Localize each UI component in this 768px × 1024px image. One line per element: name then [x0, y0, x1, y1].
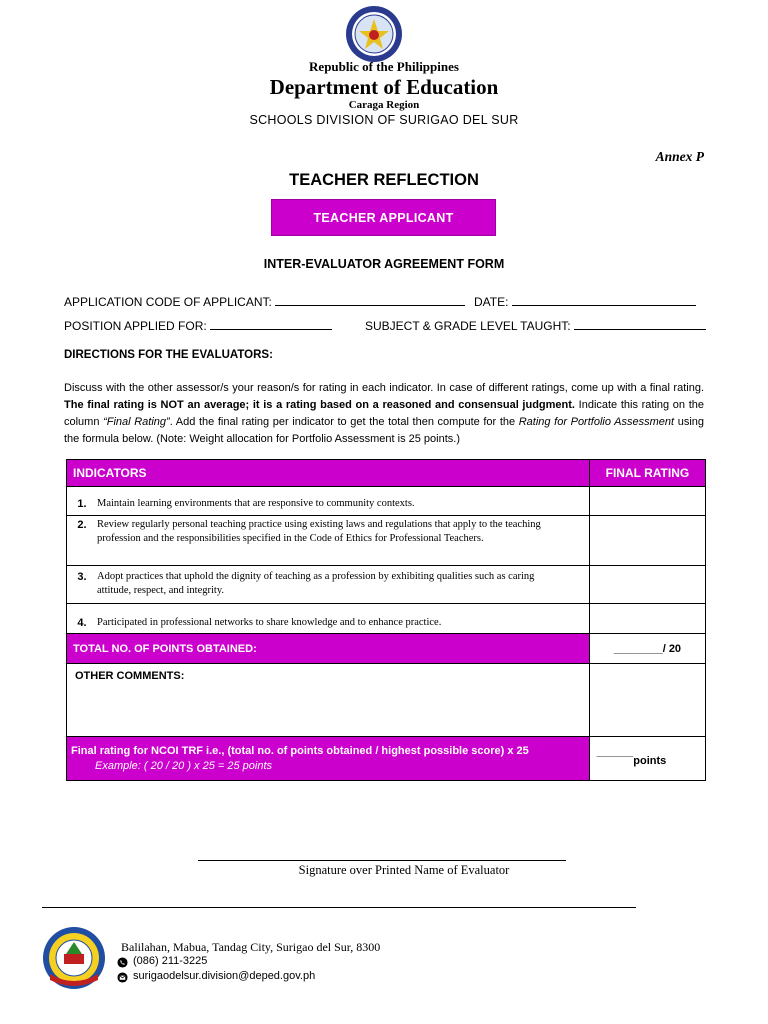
form-subtitle: INTER-EVALUATOR AGREEMENT FORM: [263, 257, 505, 271]
indicator-number: 2.: [77, 519, 87, 531]
table-row: [67, 516, 706, 566]
date-line[interactable]: [512, 294, 696, 306]
form-title: TEACHER REFLECTION: [289, 171, 479, 189]
comments-right-cell: [589, 664, 705, 737]
final-rating-cell[interactable]: [589, 487, 705, 516]
final-example-text: Example: ( 20 / 20 ) x 25 = 25 points: [95, 759, 273, 772]
division-seal-logo: [42, 926, 106, 990]
directions-final-rating-italic: “Final Rating”: [103, 416, 170, 428]
position-field[interactable]: [64, 318, 332, 333]
final-rating-row: [67, 737, 706, 781]
directions-p4: using the formula below. (Note: Weight allocation for Portfolio Assessment is 25 points.): [64, 416, 704, 445]
footer-phone: (086) 211-3225: [133, 955, 208, 967]
indicator-cell: [67, 604, 590, 634]
indicator-number: 4.: [77, 617, 87, 629]
application-code-field[interactable]: [64, 294, 465, 309]
final-formula-text: Final rating for NCOI TRF i.e., (total no. of points obtained / highest possible score) x 25: [71, 744, 529, 757]
table-row: [67, 566, 706, 604]
indicator-cell: [67, 487, 590, 516]
region-heading: Caraga Region: [348, 99, 420, 111]
division-heading: SCHOOLS DIVISION OF SURIGAO DEL SUR: [249, 113, 519, 127]
table-row: [67, 487, 706, 516]
total-row: [67, 634, 706, 664]
final-rating-cell[interactable]: [589, 604, 705, 634]
other-comments-label[interactable]: OTHER COMMENTS:: [67, 664, 590, 737]
subject-line[interactable]: [574, 318, 706, 330]
rating-table: [66, 459, 706, 781]
indicator-text: Participated in professional networks to share knowledge and to enhance practice.: [97, 617, 442, 628]
total-label: TOTAL NO. OF POINTS OBTAINED:: [67, 634, 590, 664]
signature-label: Signature over Printed Name of Evaluator: [298, 863, 510, 877]
table-row: [67, 604, 706, 634]
indicator-cell: [67, 566, 590, 604]
directions-p2: Indicate this rating on the column: [64, 399, 704, 428]
indicator-cell: [67, 516, 590, 566]
teacher-applicant-badge: [271, 199, 496, 236]
deped-seal-logo: [345, 5, 403, 63]
signature-line[interactable]: [198, 860, 566, 861]
footer-email[interactable]: surigaodelsur.division@deped.gov.ph: [133, 970, 316, 982]
directions-title: DIRECTIONS FOR THE EVALUATORS:: [64, 349, 273, 361]
total-value[interactable]: ________/ 20: [589, 634, 705, 664]
annex-label: Annex P: [655, 149, 704, 164]
table-header-row: [67, 460, 706, 487]
comments-row: [67, 664, 706, 737]
republic-heading: Republic of the Philippines: [309, 59, 459, 74]
position-label: POSITION APPLIED FOR:: [64, 319, 207, 333]
subject-field[interactable]: [365, 318, 706, 333]
indicator-number: 3.: [77, 571, 87, 583]
indicator-text: Review regularly personal teaching practice using existing laws and regulations that apply to the teaching profession and the responsibilities specified in the Code of Ethics for Professional Teachers.: [97, 519, 541, 544]
indicators-header: INDICATORS: [67, 460, 590, 487]
date-field[interactable]: [474, 294, 696, 309]
phone-icon: [117, 957, 128, 968]
department-heading: Department of Education: [269, 75, 499, 99]
application-code-line[interactable]: [275, 294, 465, 306]
footer-address: Balilahan, Mabua, Tandag City, Surigao del Sur, 8300: [121, 940, 381, 954]
indicator-text: Adopt practices that uphold the dignity of teaching as a profession by exhibiting qualities such as caring attitude, respect, and integrity.: [97, 571, 535, 596]
final-points-blank[interactable]: ______: [596, 745, 634, 758]
date-label: DATE:: [474, 295, 509, 309]
email-icon: [117, 972, 128, 983]
subject-label: SUBJECT & GRADE LEVEL TAUGHT:: [365, 319, 571, 333]
final-rating-header: FINAL RATING: [589, 460, 705, 487]
directions-bold: The final rating is NOT an average; it is a rating based on a reasoned and consensual judgment.: [64, 399, 575, 411]
final-rating-cell[interactable]: [589, 516, 705, 566]
directions-p3: . Add the final rating per indicator to get the total then compute for the: [169, 416, 519, 428]
final-points-label: points: [633, 754, 667, 767]
badge-label: TEACHER APPLICANT: [313, 210, 454, 225]
directions-text: [64, 380, 704, 448]
application-code-label: APPLICATION CODE OF APPLICANT:: [64, 295, 272, 309]
position-line[interactable]: [210, 318, 332, 330]
directions-portfolio-italic: Rating for Portfolio Assessment: [518, 416, 675, 428]
final-points-cell[interactable]: [589, 737, 705, 781]
indicator-number: 1.: [77, 498, 87, 510]
final-formula-cell: [67, 737, 590, 781]
final-rating-cell[interactable]: [589, 566, 705, 604]
directions-p1: Discuss with the other assessor/s your reason/s for rating in each indicator. In case of different ratings, come up with a final rating.: [64, 382, 704, 394]
footer-divider: [42, 907, 636, 908]
indicator-text: Maintain learning environments that are responsive to community contexts.: [97, 498, 415, 509]
